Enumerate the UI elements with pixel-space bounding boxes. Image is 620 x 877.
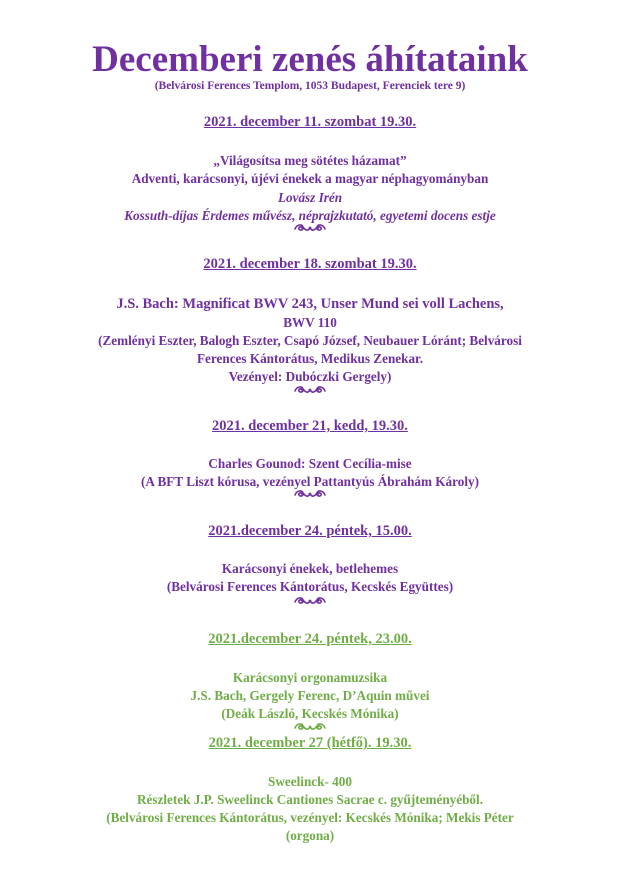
floral-divider-icon xyxy=(293,223,327,233)
event-date: 2021. december 18. szombat 19.30. xyxy=(203,256,417,272)
floral-divider-icon xyxy=(293,722,327,732)
floral-divider-icon xyxy=(293,489,327,499)
event-conductor: Vezényel: Dubóczki Gergely) xyxy=(228,369,392,384)
event-title: „Világosítsa meg sötétes házamat” xyxy=(213,153,407,168)
event-performers-cont: (orgona) xyxy=(285,828,335,843)
event-title: J.S. Bach: Magnificat BWV 243, Unser Mund sei voll Lachens, xyxy=(116,296,504,312)
event-title: Karácsonyi orgonamuzsika xyxy=(232,670,388,685)
event-title-cont: BWV 110 xyxy=(283,315,337,330)
floral-divider-icon xyxy=(293,385,327,395)
event-performers: (Belvárosi Ferences Kántorátus, Kecskés Együttes) xyxy=(166,579,454,594)
event-performers: (Deák László, Kecskés Mónika) xyxy=(221,706,399,721)
performer-name: Lovász Irén xyxy=(277,190,343,205)
event-description: Adventi, karácsonyi, újévi énekek a magyar néphagyományban xyxy=(131,171,489,186)
event-composers: J.S. Bach, Gergely Ferenc, D’Aquin művei xyxy=(190,688,430,703)
event-date: 2021. december 11. szombat 19.30. xyxy=(203,114,417,130)
floral-divider-icon xyxy=(293,596,327,606)
event-description: Részletek J.P. Sweelinck Cantiones Sacrae c. gyűjteményéből. xyxy=(136,792,483,807)
event-performers: (Zemlényi Eszter, Balogh Eszter, Csapó József, Neubauer Lóránt; Belvárosi xyxy=(98,333,522,348)
event-date: 2021.december 24. péntek, 23.00. xyxy=(208,631,412,647)
event-performers-cont: Ferences Kántorátus, Medikus Zenekar. xyxy=(196,351,423,366)
event-performers: (A BFT Liszt kórusa, vezényel Pattantyús Ábrahám Károly) xyxy=(141,474,479,489)
event-title: Charles Gounod: Szent Cecília-mise xyxy=(208,456,412,471)
event-date: 2021.december 24. péntek, 15.00. xyxy=(208,523,412,539)
event-date: 2021. december 27 (hétfő). 19.30. xyxy=(208,735,412,751)
page-title: Decemberi zenés áhítataink xyxy=(92,39,528,80)
venue-subtitle: (Belvárosi Ferences Templom, 1053 Budapest, Ferenciek tere 9) xyxy=(154,80,466,92)
event-performers: (Belvárosi Ferences Kántorátus, vezényel: Kecskés Mónika; Mekis Péter xyxy=(106,810,514,825)
event-title: Karácsonyi énekek, betlehemes xyxy=(221,561,399,576)
performer-title: Kossuth-díjas Érdemes művész, néprajzkutató, egyetemi docens estje xyxy=(124,208,496,223)
event-date: 2021. december 21, kedd, 19.30. xyxy=(212,418,408,434)
event-title: Sweelinck- 400 xyxy=(268,774,352,789)
